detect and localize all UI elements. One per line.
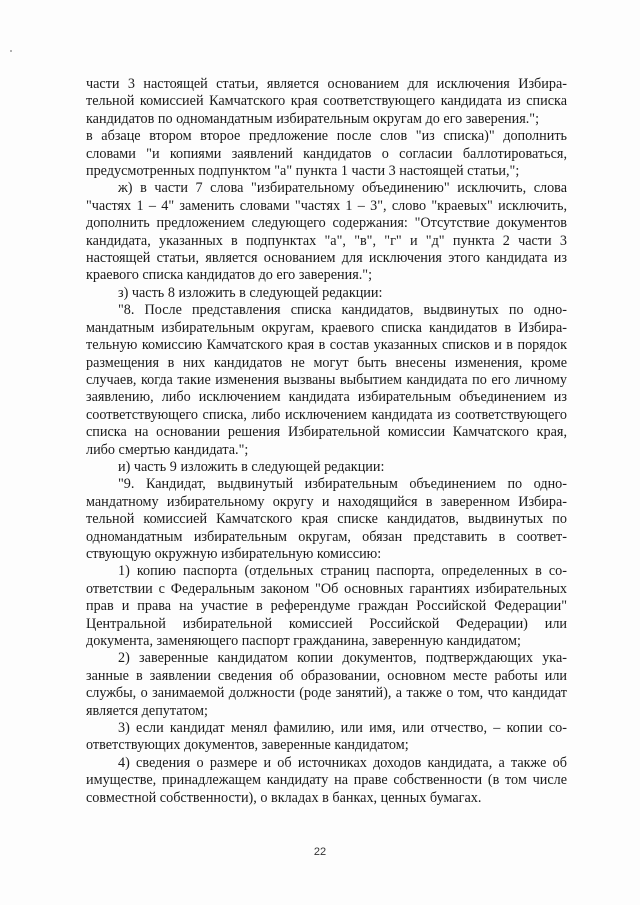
paragraph-1: части 3 настоящей статьи, является основанием для исключения Избирательной комиссией Камчатского края соответствующего кандидата из списка кандидатов по одномандатным избирательным округам до его заверения."; — [86, 76, 567, 127]
paragraph-9: 2) заверенные кандидатом копии документов, подтверждающих указанные в заявлении сведения об образовании, основном месте работы или службы, о занимаемой должности (роде занятий), а также о том, что кандидат является депутатом; — [86, 650, 567, 719]
paragraph-4: з) часть 8 изложить в следующей редакции: — [118, 284, 383, 301]
paragraph-11: 4) сведения о размере и об источниках доходов кандидата, а также об имуществе, принадлежащем кандидату на праве собственности (в том числе совместной собственности), о вкладах в банках, ценных бумагах. — [86, 754, 567, 806]
page-number: 22 — [313, 846, 327, 858]
paragraph-8: 1) копию паспорта (отдельных страниц паспорта, определенных в соответствии с Федеральным законом "Об основных гарантиях избирательных прав и права на участие в референдуме граждан Российской Федерации" Центральной избирательной комиссией Российской Федерации) или документа, заменяющего паспорт гражданина, заверенную кандидатом; — [86, 563, 567, 649]
paragraph-7: "9. Кандидат, выдвинутый избирательным объединением по одномандатному избирательному округу и находящийся в заверенном Избирательной комиссией Камчатского края списке кандидатов, выдвинутых по одномандатным избирательным округам, обязан представить в соответствующую окружную избирательную комиссию: — [86, 476, 567, 562]
paragraph-10: 3) если кандидат менял фамилию, или имя, или отчество, – копии соответствующих документов, заверенные кандидатом; — [86, 720, 567, 754]
paragraph-6: и) часть 9 изложить в следующей редакции: — [118, 458, 385, 475]
paragraph-3: ж) в части 7 слова "избирательному объединению" исключить, слова "частях 1 – 4" заменить словами "частях 1 – 3", слово "краевых" исключить, дополнить предложением следующего содержания: "Отсутствие документов кандидата, указанных в подпунктах "а", "в", "г" и "д" пункта 2 части 3 настоящей статьи, является основанием для исключения этого кандидата из краевого списка кандидатов до его заверения."; — [86, 180, 567, 284]
paragraph-5: "8. После представления списка кандидатов, выдвинутых по одномандатным избирательным округам, краевого списка кандидатов в Избирательную комиссию Камчатского края в состав указанных списков и в порядок размещения в них кандидатов не могут быть внесены изменения, кроме случаев, когда такие изменения вызваны выбытием кандидата по его личному заявлению, либо исключением кандидата избирательным объединением из соответствующего списка, либо исключением кандидата из соответствующего списка на основании решения Избирательной комиссии Камчатского края, либо смертью кандидата."; — [86, 302, 567, 458]
margin-dot — [10, 50, 12, 52]
document-body — [86, 76, 567, 807]
paragraph-2: в абзаце втором второе предложение после слов "из списка)" дополнить словами "и копиями заявлений кандидатов о согласии баллотироваться, предусмотренных подпунктом "а" пункта 1 части 3 настоящей статьи,"; — [86, 128, 567, 180]
